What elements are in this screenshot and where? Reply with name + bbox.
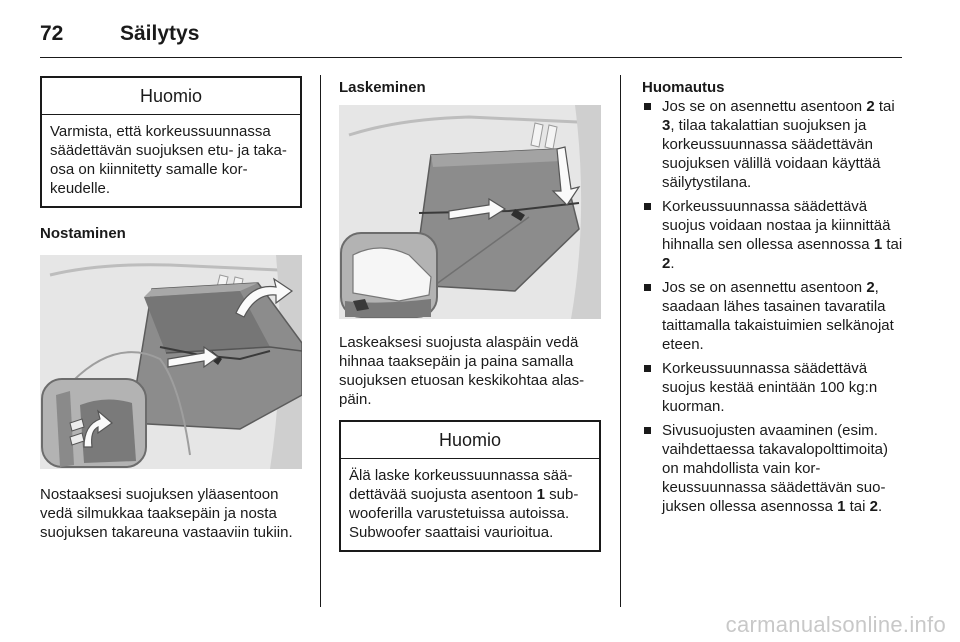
- caution-text-2: [341, 459, 599, 550]
- text: Sivusuojusten avaaminen (esim. vaihdettaessa takavalopolttimoita) on mahdollista vain korkeussuunnassa säädettävän suojuksen ollessa asennossa: [662, 422, 888, 515]
- section-heading-raising: Nostaminen: [40, 225, 126, 242]
- caution-text-part: subwooferilla varustetuissa autoissa. Subwoofer saattaisi vaurioitua.: [349, 486, 579, 541]
- note-heading: Huomautus: [642, 79, 725, 96]
- text: tai: [874, 98, 895, 115]
- bullet-square-icon: [644, 365, 651, 372]
- illustration-raising: [40, 255, 302, 469]
- position-number: 2: [869, 498, 878, 515]
- text: , tilaa takalattian suojuksen ja korkeussuunnassa säädettävän suojuksen välillä voidaan käyttää säilytystilana.: [662, 117, 881, 191]
- text: .: [877, 498, 883, 515]
- position-number: 3: [662, 117, 671, 134]
- bullet-square-icon: [644, 284, 651, 291]
- caution-box-2: [339, 420, 601, 552]
- text: Korkeussuunnassa säädettävä suojus kestää enintään 100 kg:n kuorman.: [662, 360, 878, 415]
- raising-instructions: Nostaaksesi suojuksen yläasentoon vedä silmukkaa taaksepäin ja nosta suojuksen takareuna vastaaviin tukiin.: [40, 486, 293, 541]
- caution-text: Varmista, että korkeussuunnassa säädettävän suojuksen etu- ja takaosa on kiinnitetty samalle korkeudelle.: [50, 123, 287, 197]
- caution-title: Huomio: [42, 78, 300, 115]
- page-number: 72: [40, 22, 64, 45]
- position-number: 1: [536, 486, 545, 503]
- illustration-lowering: [339, 105, 601, 319]
- column-1: [40, 76, 302, 542]
- column-divider-1: [320, 75, 321, 607]
- bullet-square-icon: [644, 427, 651, 434]
- text: Jos se on asennettu asentoon: [662, 279, 867, 296]
- cargo-cover-lower-image: [339, 105, 601, 319]
- list-item: [642, 197, 904, 273]
- text: Jos se on asennettu asentoon: [662, 98, 867, 115]
- position-number: 1: [873, 236, 883, 253]
- watermark: carmanualsonline.info: [725, 612, 946, 637]
- caution-box-1: [40, 76, 302, 208]
- header-rule: [40, 57, 902, 58]
- caution-text-part: Älä laske korkeussuunnassa säädettävää suojusta asentoon: [349, 467, 573, 503]
- list-item: [642, 359, 904, 416]
- position-number: 1: [837, 498, 846, 515]
- text: .: [670, 255, 675, 272]
- list-item: [642, 278, 904, 354]
- text: tai: [882, 236, 903, 253]
- column-3: [642, 78, 904, 521]
- cargo-cover-raise-image: [40, 255, 302, 469]
- text: Korkeussuunnassa säädettävä suojus voidaan nostaa ja kiinnittää hihnalla sen ollessa asennossa: [662, 198, 891, 253]
- lowering-instructions: Laskeaksesi suojusta alaspäin vedä hihnaa taaksepäin ja paina samalla suojuksen etuosan keskikohtaa alaspäin.: [339, 334, 585, 408]
- position-number: 2: [866, 279, 875, 296]
- bullet-square-icon: [644, 203, 651, 210]
- note-list: [642, 97, 904, 516]
- column-divider-2: [620, 75, 621, 607]
- column-2: [339, 78, 601, 552]
- position-number: 2: [662, 255, 671, 272]
- section-heading-lowering: Laskeminen: [339, 79, 426, 96]
- position-number: 2: [866, 98, 875, 115]
- page-title: Säilytys: [120, 22, 200, 45]
- bullet-square-icon: [644, 103, 651, 110]
- text: , saadaan lähes tasainen tavaratila taittamalla takaistuimien selkänojat eteen.: [662, 279, 894, 353]
- list-item: [642, 421, 904, 516]
- text: tai: [845, 498, 870, 515]
- caution-title-2: Huomio: [341, 422, 599, 459]
- page-header: [40, 22, 199, 46]
- list-item: [642, 97, 904, 192]
